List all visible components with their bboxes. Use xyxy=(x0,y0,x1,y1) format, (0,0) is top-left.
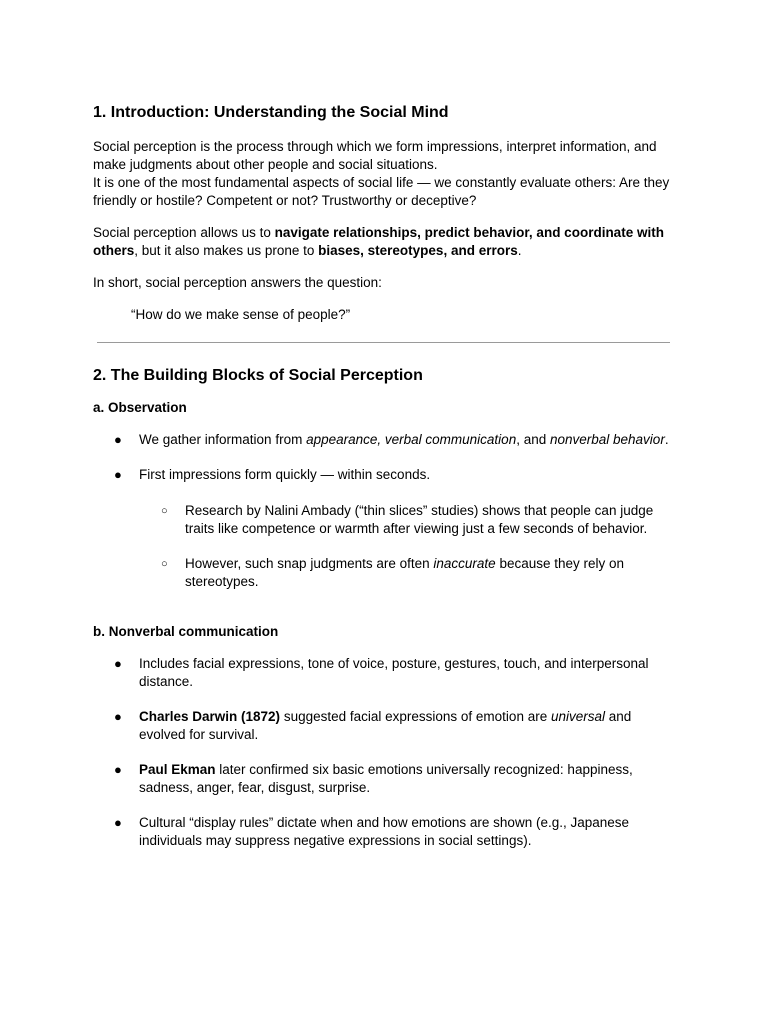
item-text: Research by Nalini Ambady (“thin slices” studies) shows that people can judge traits like competence or warmth after viewing just a few seconds of behavior. xyxy=(185,503,654,536)
sub-bullet-marker: ○ xyxy=(161,505,168,517)
section-1-heading: 1. Introduction: Understanding the Social Mind xyxy=(93,104,449,121)
intro-line-1: Social perception is the process through which we form impressions, interpret information, and make judgments about other people and social situations. xyxy=(93,139,657,172)
item-text: We gather information from xyxy=(139,432,307,447)
purpose-paragraph xyxy=(93,224,677,260)
list-item xyxy=(93,466,677,484)
bullet-marker: ● xyxy=(114,656,122,671)
intro-paragraph xyxy=(93,138,677,210)
item-text: However, such snap judgments are often xyxy=(185,556,434,571)
item-emphasis: appearance, verbal communication xyxy=(306,432,517,447)
nonverbal-list xyxy=(93,655,677,850)
item-emphasis: universal xyxy=(550,709,605,724)
item-text: First impressions form quickly — within seconds. xyxy=(139,467,431,482)
observation-list xyxy=(93,431,677,484)
bullet-marker: ● xyxy=(114,709,122,724)
bullet-marker: ● xyxy=(114,432,122,447)
item-text: later confirmed six basic emotions universally recognized: happiness, sadness, anger, fear, disgust, surprise. xyxy=(139,762,633,795)
document-content xyxy=(93,102,677,850)
list-item xyxy=(93,655,677,691)
observation-sublist xyxy=(93,502,677,591)
item-strong: Charles Darwin (1872) xyxy=(139,709,281,724)
item-text: because they rely on stereotypes. xyxy=(185,556,625,589)
list-item xyxy=(93,555,677,591)
item-emphasis: inaccurate xyxy=(433,556,496,571)
item-text: . xyxy=(664,432,669,447)
list-item xyxy=(93,431,677,449)
subsection-a-heading: a. Observation xyxy=(93,400,187,415)
item-text: Includes facial expressions, tone of voice, posture, gestures, touch, and interpersonal distance. xyxy=(139,656,649,689)
intro-line-2: It is one of the most fundamental aspects of social life — we constantly evaluate others: Are they friendly or hostile? Competent or not? Trustworthy or deceptive? xyxy=(93,175,670,208)
item-text: Cultural “display rules” dictate when and how emotions are shown (e.g., Japanese individuals may suppress negative expressions in social settings). xyxy=(139,815,630,848)
item-text: , and xyxy=(516,432,550,447)
sub-bullet-marker: ○ xyxy=(161,558,168,570)
section-divider xyxy=(97,342,670,343)
item-text: suggested facial expressions of emotion are xyxy=(280,709,551,724)
summary-paragraph: In short, social perception answers the question: xyxy=(93,275,382,290)
list-item xyxy=(93,761,677,797)
section-2-heading: 2. The Building Blocks of Social Perception xyxy=(93,367,423,384)
list-item xyxy=(93,502,677,538)
bullet-marker: ● xyxy=(114,815,122,830)
bullet-marker: ● xyxy=(114,762,122,777)
purpose-bold-1: navigate relationships, predict behavior, and coordinate with others xyxy=(93,225,664,258)
purpose-text-1: Social perception allows us to xyxy=(93,225,275,240)
list-item xyxy=(93,708,677,744)
item-emphasis: nonverbal behavior xyxy=(549,432,665,447)
key-question-quote: “How do we make sense of people?” xyxy=(131,307,351,322)
bullet-marker: ● xyxy=(114,467,122,482)
purpose-text-3: . xyxy=(517,243,522,258)
purpose-bold-2: biases, stereotypes, and errors xyxy=(318,243,518,258)
item-strong: Paul Ekman xyxy=(139,762,216,777)
subsection-b-heading: b. Nonverbal communication xyxy=(93,624,279,639)
purpose-text-2: , but it also makes us prone to xyxy=(134,243,319,258)
list-item xyxy=(93,814,677,850)
item-text: and evolved for survival. xyxy=(139,709,632,742)
